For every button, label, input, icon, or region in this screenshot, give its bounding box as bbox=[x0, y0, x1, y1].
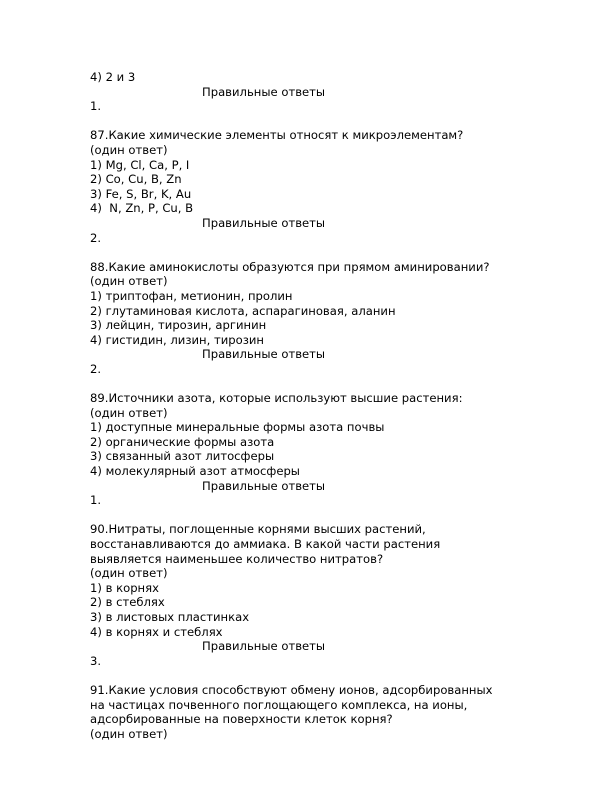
question-89-option-3: 3) связанный азот литосферы bbox=[90, 449, 275, 464]
question-88-option-3: 3) лейцин, тирозин, аргинин bbox=[90, 318, 267, 333]
answers-label: Правильные ответы bbox=[202, 84, 326, 99]
question-90-answers-label: Правильные ответы bbox=[202, 639, 326, 654]
question-87-option-4: 4) N, Zn, P, Cu, B bbox=[90, 201, 194, 216]
question-87-text: 87.Какие химические элементы относят к микроэлементам? bbox=[90, 128, 464, 143]
question-88-answer: 2. bbox=[90, 361, 102, 376]
question-88-mode: (один ответ) bbox=[90, 274, 168, 289]
question-90-mode: (один ответ) bbox=[90, 566, 168, 581]
question-87-answer: 2. bbox=[90, 230, 102, 245]
question-87-mode: (один ответ) bbox=[90, 142, 168, 157]
question-90-option-3: 3) в листовых пластинках bbox=[90, 609, 250, 624]
question-89-answers-label: Правильные ответы bbox=[202, 478, 326, 493]
question-90-option-2: 2) в стеблях bbox=[90, 595, 165, 610]
question-89-option-4: 4) молекулярный азот атмосферы bbox=[90, 464, 300, 479]
spacer bbox=[90, 668, 530, 683]
spacer bbox=[90, 245, 530, 260]
question-90-text-line-2: восстанавливаются до аммиака. В какой части растения bbox=[90, 537, 441, 551]
question-90-option-1: 1) в корнях bbox=[90, 580, 159, 595]
question-91-text-line-1: 91.Какие условия способствуют обмену ионов, адсорбированных bbox=[90, 682, 493, 697]
question-90-option-4: 4) в корнях и стеблях bbox=[90, 624, 223, 639]
answer-value: 1. bbox=[90, 99, 102, 114]
spacer bbox=[90, 376, 530, 391]
question-91-text-line-3: адсорбированные на поверхности клеток корня? bbox=[90, 712, 393, 727]
question-87-option-3: 3) Fe, S, Br, K, Au bbox=[90, 186, 192, 201]
question-90-answer: 3. bbox=[90, 653, 102, 668]
question-90-text-line-3: выявляется наименьшее количество нитратов? bbox=[90, 551, 384, 566]
question-91-mode: (один ответ) bbox=[90, 726, 168, 741]
spacer bbox=[90, 508, 530, 523]
question-87-option-2: 2) Co, Cu, B, Zn bbox=[90, 172, 182, 187]
question-89-mode: (один ответ) bbox=[90, 405, 168, 420]
question-88-option-2: 2) глутаминовая кислота, аспарагиновая, аланин bbox=[90, 303, 396, 318]
question-88-option-1: 1) триптофан, метионин, пролин bbox=[90, 288, 293, 303]
question-90-text-line-1: 90.Нитраты, поглощенные корнями высших растений, bbox=[90, 522, 426, 537]
question-88-option-4: 4) гистидин, лизин, тирозин bbox=[90, 332, 264, 347]
question-88-text: 88.Какие аминокислоты образуются при прямом аминировании? bbox=[90, 259, 490, 274]
document-page bbox=[90, 70, 530, 741]
question-88-answers-label: Правильные ответы bbox=[202, 347, 326, 362]
question-87-option-1: 1) Mg, Cl, Ca, P, I bbox=[90, 157, 190, 172]
option-4: 4) 2 и 3 bbox=[90, 70, 136, 84]
question-91-text-line-2: на частицах почвенного поглощающего комплекса, на ионы, bbox=[90, 697, 468, 712]
question-89-text: 89.Источники азота, которые используют высшие растения: bbox=[90, 391, 463, 406]
question-89-answer: 1. bbox=[90, 493, 102, 508]
question-87-answers-label: Правильные ответы bbox=[202, 215, 326, 230]
spacer bbox=[90, 114, 530, 129]
question-89-option-2: 2) органические формы азота bbox=[90, 434, 275, 449]
question-89-option-1: 1) доступные минеральные формы азота почвы bbox=[90, 420, 385, 435]
